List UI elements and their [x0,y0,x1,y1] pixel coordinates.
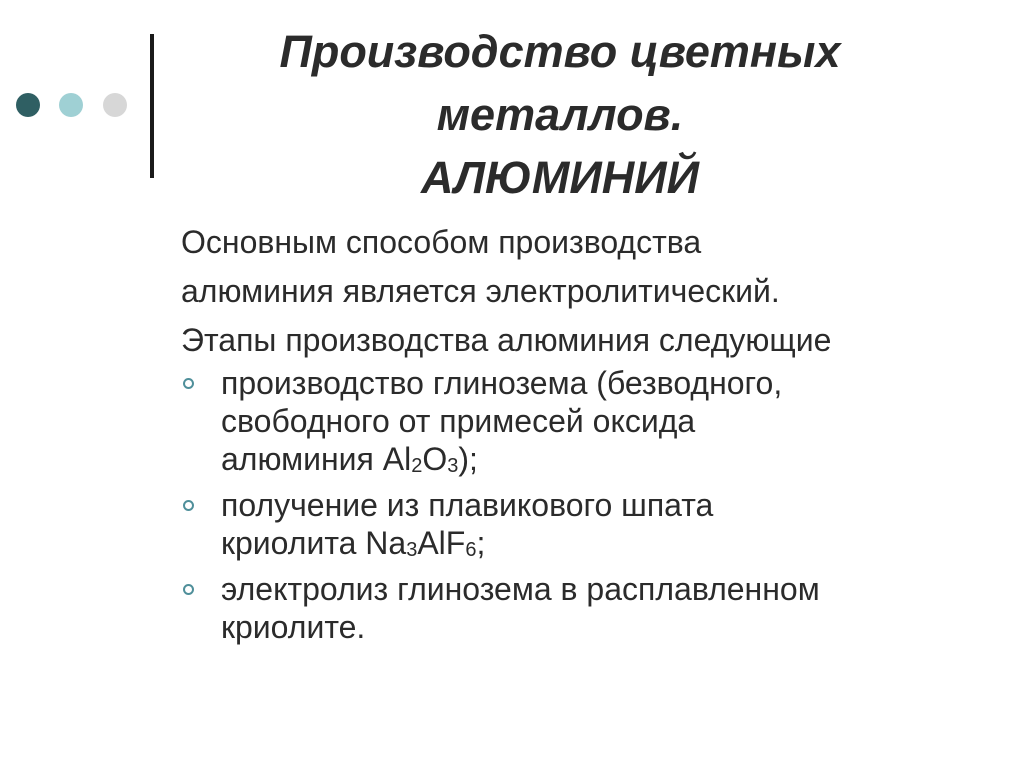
list-item [181,486,981,562]
bullet-3-line-2: криолите. [221,609,366,645]
subscript: 3 [447,455,459,477]
bullet-1-text-mid: O [422,441,448,477]
bullet-3-line-1: электролиз глинозема в расплавленном [221,571,820,607]
bullet-2-line-1: получение из плавикового шпата [221,487,714,523]
paragraph-2: алюминия является электролитический. [181,273,780,309]
subscript: 6 [465,539,477,561]
ring-bullet-icon [183,500,194,511]
intro-text [181,218,981,365]
vertical-divider [150,34,154,178]
dot-light-teal [59,93,83,117]
stages-list [181,364,981,654]
ring-bullet-icon [183,584,194,595]
dot-dark-teal [16,93,40,117]
bullet-2-text-mid: AlF [417,525,466,561]
list-item [181,570,981,646]
subscript: 3 [406,539,418,561]
list-item [181,364,981,478]
slide-title [160,20,960,209]
bullet-1-line-3 [221,441,478,477]
bullet-2-text-suffix: ; [476,525,486,561]
dot-light-gray [103,93,127,117]
bullet-2-line-2 [221,525,485,561]
bullet-2-text-prefix: криолита Na [221,525,407,561]
subscript: 2 [411,455,423,477]
bullet-1-line-1: производство глинозема (безводного, [221,365,783,401]
title-line-1: Производство цветных [279,26,841,77]
bullet-1-text-suffix: ); [458,441,478,477]
paragraph-3: Этапы производства алюминия следующие [181,322,832,358]
paragraph-1: Основным способом производства [181,224,702,260]
bullet-1-text-prefix: алюминия Al [221,441,412,477]
title-line-2: металлов. [436,89,684,140]
ring-bullet-icon [183,378,194,389]
title-line-3: АЛЮМИНИЙ [421,152,699,203]
bullet-1-line-2: свободного от примесей оксида [221,403,696,439]
